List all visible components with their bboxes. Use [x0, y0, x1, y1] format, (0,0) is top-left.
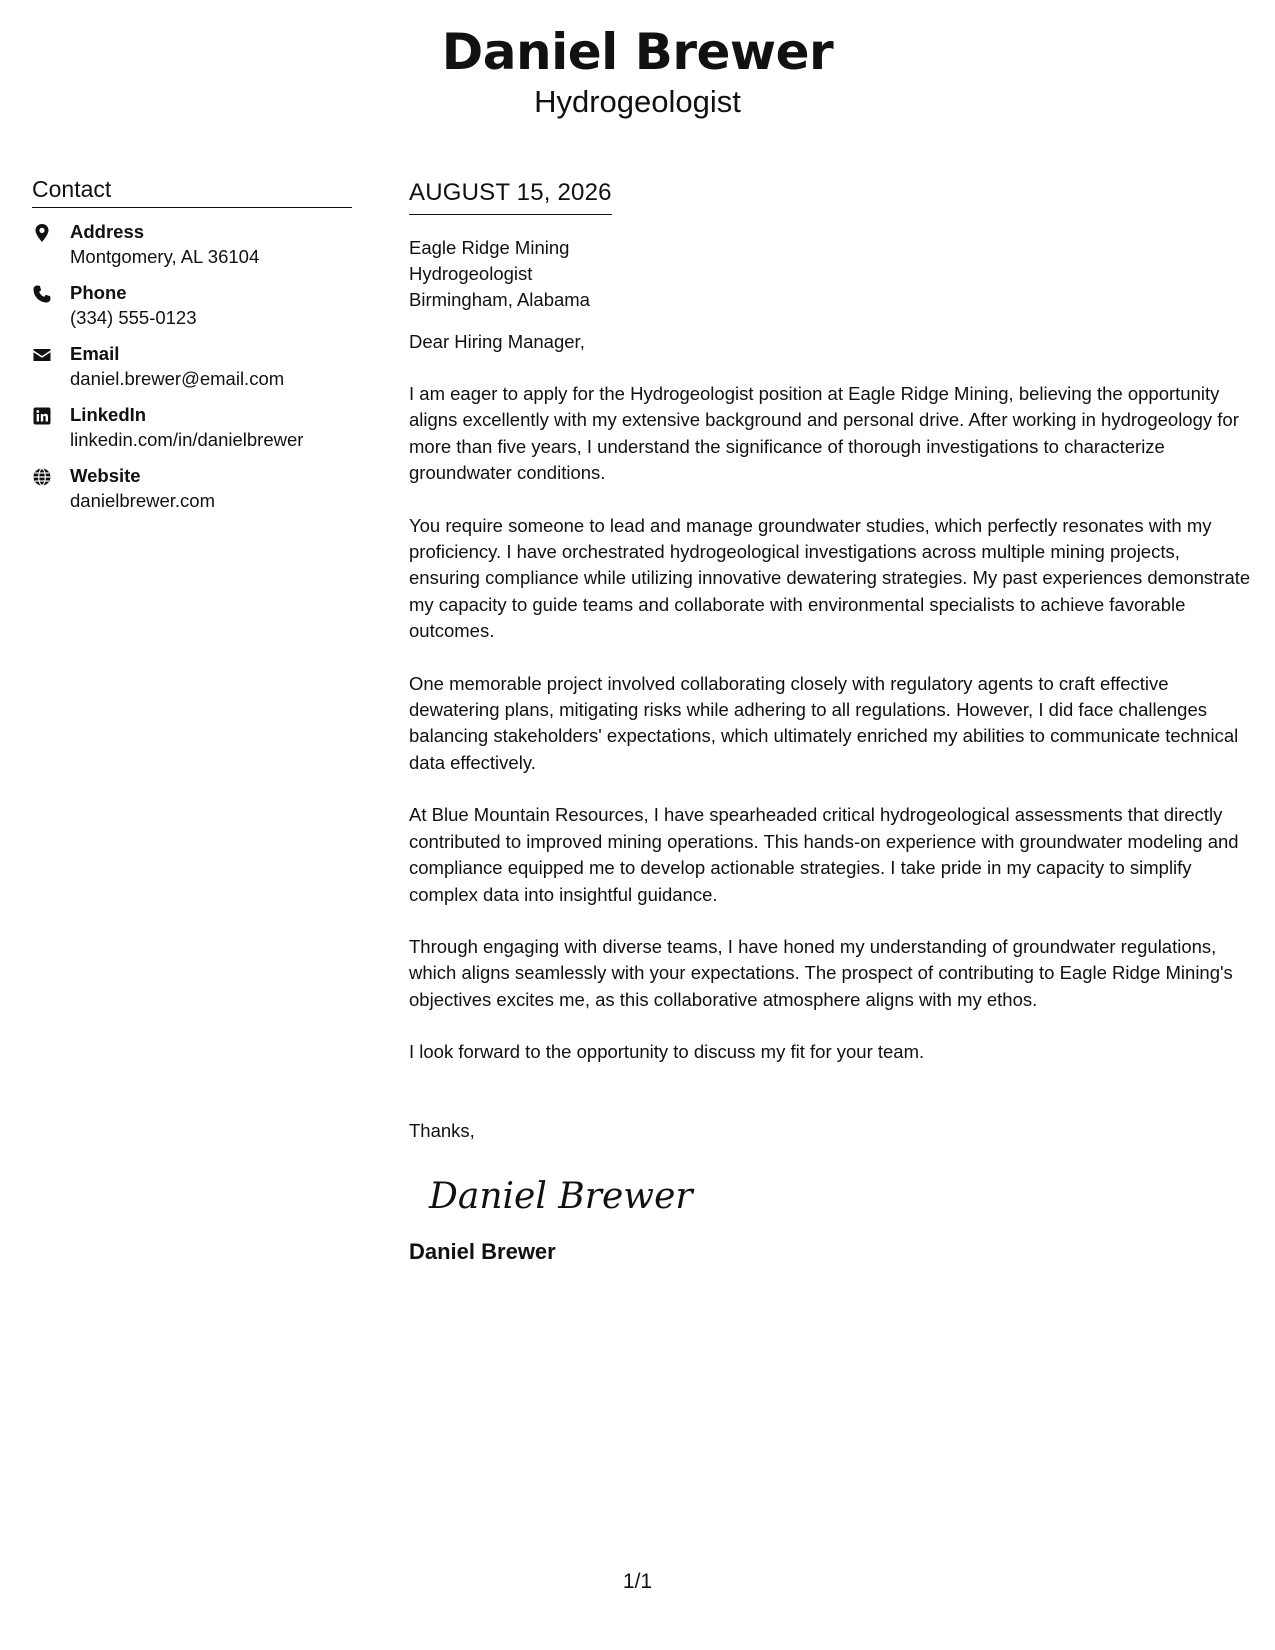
- closing: Thanks,: [409, 1119, 475, 1141]
- letter-paragraph: At Blue Mountain Resources, I have spearheaded critical hydrogeological assessments that directly contributed to improved mining operations. This hands-on experience with groundwater modeling and compliance equipped me to develop actionable strategies. I take pride in my capacity to simplify complex data into insightful guidance.: [409, 804, 1239, 905]
- contact-item-address: [32, 220, 352, 269]
- recipient-position: Hydrogeologist: [409, 263, 533, 284]
- linkedin-icon: [32, 403, 70, 452]
- applicant-title: Hydrogeologist: [534, 84, 741, 119]
- contact-label: Website: [70, 465, 141, 486]
- letter-paragraph: One memorable project involved collaborating closely with regulatory agents to craft effective dewatering plans, mitigating risks while adhering to all regulations. However, I did face challenges balancing stakeholders' expectations, which ultimately enriched my abilities to communicate technical data effectively.: [409, 672, 1239, 773]
- contact-item-website: [32, 464, 352, 513]
- contact-heading: Contact: [32, 174, 352, 208]
- contact-sidebar: [32, 174, 352, 513]
- contact-label: Email: [70, 343, 120, 364]
- recipient-location: Birmingham, Alabama: [409, 289, 590, 310]
- contact-label: Address: [70, 221, 145, 242]
- envelope-icon: [32, 342, 70, 391]
- contact-label: Phone: [70, 282, 127, 303]
- salutation: Dear Hiring Manager,: [409, 331, 585, 352]
- letter-paragraph: I am eager to apply for the Hydrogeologist position at Eagle Ridge Mining, believing the opportunity aligns excellently with my extensive background and personal drive. After working in hydrogeology for more than five years, I understand the significance of thorough investigations to characterize groundwater conditions.: [409, 383, 1239, 484]
- map-pin-icon: [32, 220, 70, 269]
- recipient-company: Eagle Ridge Mining: [409, 237, 570, 258]
- letter-body: [409, 178, 1254, 1266]
- contact-value: daniel.brewer@email.com: [70, 368, 285, 389]
- globe-icon: [32, 464, 70, 513]
- page-number: 1/1: [622, 1570, 653, 1593]
- contact-item-email: [32, 342, 352, 391]
- letter-paragraph: Through engaging with diverse teams, I have honed my understanding of groundwater regulations, which aligns seamlessly with your expectations. The prospect of contributing to Eagle Ridge Mining's objectives excites me, as this collaborative atmosphere aligns with my ethos.: [409, 935, 1233, 1010]
- contact-item-linkedin: [32, 403, 352, 452]
- applicant-name: Daniel Brewer: [441, 23, 834, 81]
- contact-value: linkedin.com/in/danielbrewer: [70, 429, 304, 450]
- letter-paragraph: I look forward to the opportunity to discuss my fit for your team.: [409, 1041, 925, 1063]
- contact-value: Montgomery, AL 36104: [70, 246, 260, 267]
- resume-header: [0, 22, 1275, 120]
- contact-item-phone: [32, 281, 352, 330]
- contact-label: LinkedIn: [70, 404, 147, 425]
- handwritten-signature: [429, 1166, 1254, 1230]
- signer-name: Daniel Brewer: [409, 1238, 556, 1264]
- contact-value: (334) 555-0123: [70, 307, 197, 328]
- letter-paragraph: You require someone to lead and manage groundwater studies, which perfectly resonates with my proficiency. I have orchestrated hydrogeological investigations across multiple mining projects, ensuring compliance while utilizing innovative dewatering strategies. My past experiences demonstrate my capacity to guide teams and collaborate with environmental specialists to achieve favorable outcomes.: [409, 514, 1251, 642]
- phone-icon: [32, 281, 70, 330]
- recipient-block: [409, 235, 1254, 313]
- signature-text: Daniel Brewer: [429, 1175, 693, 1217]
- contact-value: danielbrewer.com: [70, 490, 215, 511]
- letter-date: AUGUST 15, 2026: [409, 178, 612, 215]
